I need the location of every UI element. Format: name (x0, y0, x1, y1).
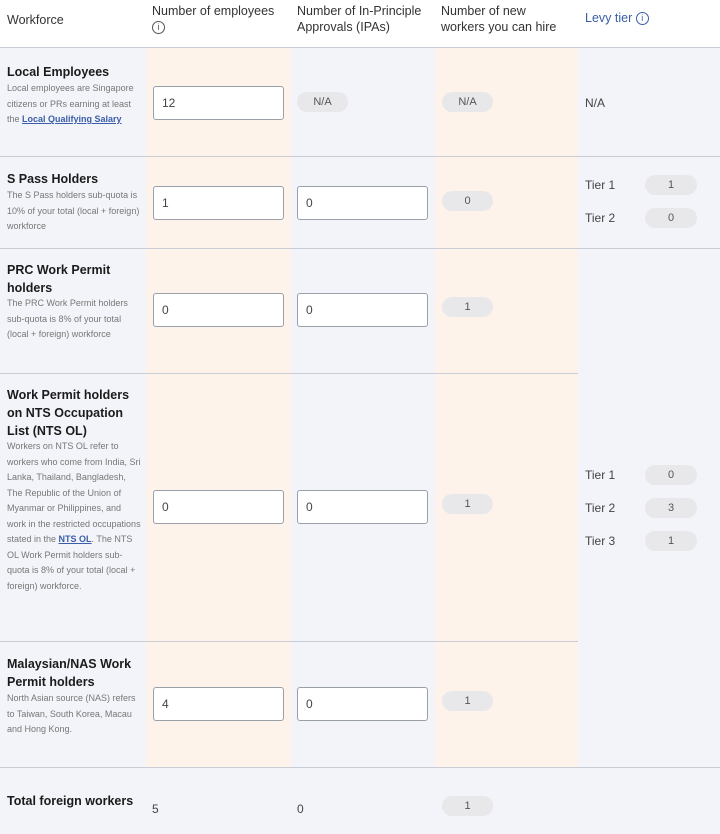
header-ipas: Number of In-Principle Approvals (IPAs) (297, 4, 422, 34)
row-divider (0, 248, 720, 249)
wp-tier-3-label: Tier 3 (585, 534, 616, 548)
local-levy-value: N/A (585, 96, 606, 110)
header-new-workers: Number of new workers you can hire (441, 4, 557, 34)
spass-employees-input[interactable] (153, 186, 284, 220)
row-title-malaysian: Malaysian/NAS Work Permit holders (7, 657, 132, 689)
header-levy-tier-label[interactable]: Levy tier (585, 11, 633, 25)
row-desc-local-text: Local employees are Singapore citizens or PRs earning at least the (7, 83, 134, 124)
row-title-spass: S Pass Holders (7, 172, 99, 186)
row-divider (0, 641, 578, 642)
ntsol-ipas-input[interactable] (297, 490, 428, 524)
nts-ol-link[interactable]: NTS OL (58, 534, 92, 544)
spass-new-workers-badge: 0 (442, 191, 493, 211)
table-header (0, 0, 720, 48)
total-ipas-value: 0 (297, 802, 304, 816)
row-desc-ntsol (7, 439, 142, 594)
total-new-workers-badge: 1 (442, 796, 493, 816)
wp-tier-2-label: Tier 2 (585, 501, 616, 515)
row-desc-ntsol-text: Workers on NTS OL refer to workers who come from India, Sri Lanka, Thailand, Bangladesh, The Republic of the Union of Myanmar or Philippines, and work in the restricted occupations stated in the (7, 441, 141, 544)
spass-tier-2-label: Tier 2 (585, 211, 616, 225)
total-employees-value: 5 (152, 802, 159, 816)
row-title-local: Local Employees (7, 65, 110, 79)
wp-tier-1-value: 0 (645, 465, 697, 485)
prc-new-workers-badge: 1 (442, 297, 493, 317)
header-levy-tier[interactable] (585, 10, 649, 26)
row-desc-malaysian: North Asian source (NAS) refers to Taiwan, South Korea, Macau and Hong Kong. (7, 693, 136, 734)
row-desc-ntsol-text-end: . The NTS OL Work Permit holders sub-quota is 8% of your total (local + foreign) workforce. (7, 534, 136, 591)
spass-tier-1-label: Tier 1 (585, 178, 616, 192)
wp-tier-2-value: 3 (645, 498, 697, 518)
ntsol-new-workers-badge: 1 (442, 494, 493, 514)
row-title-prc: PRC Work Permit holders (7, 263, 111, 295)
row-title-ntsol: Work Permit holders on NTS Occupation List (NTS OL) (7, 388, 130, 438)
wp-tier-3-value: 1 (645, 531, 697, 551)
row-desc-local (7, 81, 142, 128)
header-workforce: Workforce (7, 13, 64, 27)
local-employees-input[interactable] (153, 86, 284, 120)
row-desc-prc: The PRC Work Permit holders sub-quota is 8% of your total (local + foreign) workforce (7, 298, 128, 339)
prc-employees-input[interactable] (153, 293, 284, 327)
local-ipas-badge: N/A (297, 92, 348, 112)
ntsol-employees-input[interactable] (153, 490, 284, 524)
prc-ipas-input[interactable] (297, 293, 428, 327)
spass-ipas-input[interactable] (297, 186, 428, 220)
local-new-workers-badge: N/A (442, 92, 493, 112)
malaysian-employees-input[interactable] (153, 687, 284, 721)
row-divider (0, 373, 578, 374)
row-divider (0, 156, 720, 157)
malaysian-new-workers-badge: 1 (442, 691, 493, 711)
header-employees-label: Number of employees (152, 4, 275, 18)
row-divider (0, 767, 720, 768)
spass-tier-2-value: 0 (645, 208, 697, 228)
malaysian-ipas-input[interactable] (297, 687, 428, 721)
local-qualifying-salary-link[interactable]: Local Qualifying Salary (22, 114, 122, 124)
wp-tier-1-label: Tier 1 (585, 468, 616, 482)
info-icon[interactable]: i (152, 21, 165, 34)
row-desc-spass: The S Pass holders sub-quota is 10% of your total (local + foreign) workforce (7, 190, 140, 231)
info-icon[interactable]: i (636, 12, 649, 25)
row-title-total: Total foreign workers (7, 794, 134, 808)
spass-tier-1-value: 1 (645, 175, 697, 195)
header-employees (152, 3, 292, 35)
